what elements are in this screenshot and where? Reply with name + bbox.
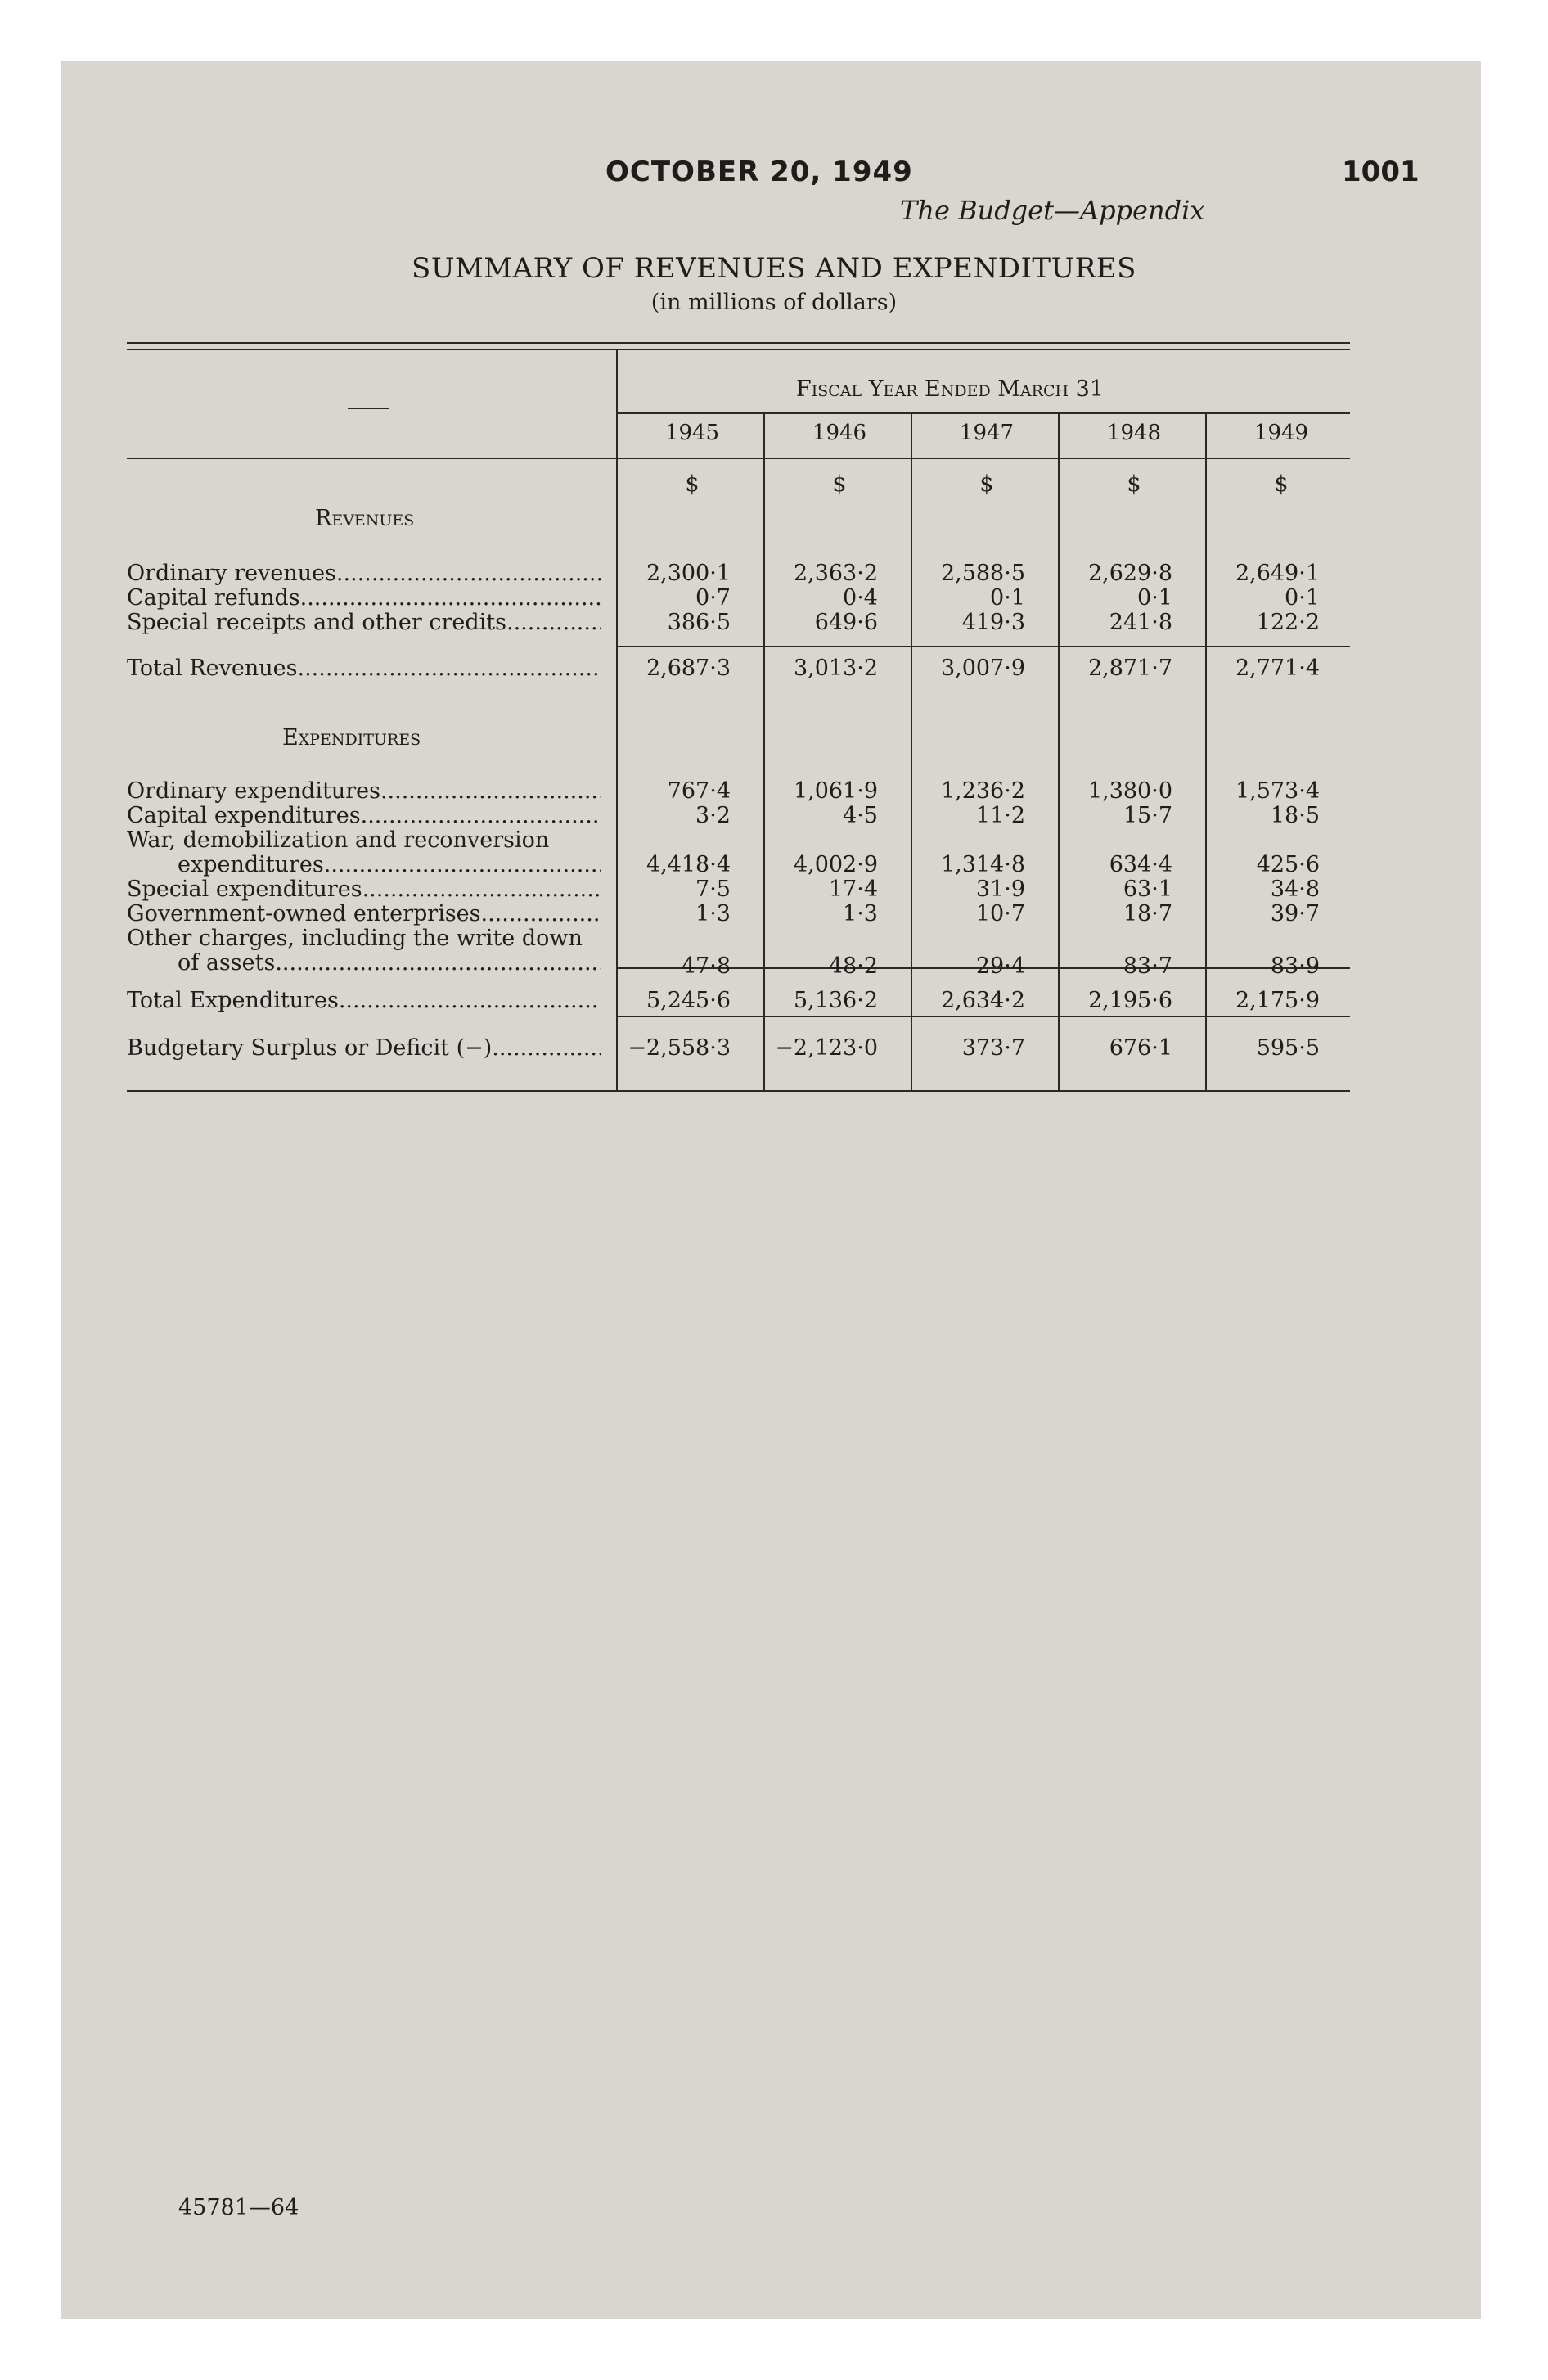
table-cell: 1,314·8 [940, 852, 1025, 877]
year-header: 1946 [812, 421, 867, 445]
row-label: expenditures ..... [178, 853, 601, 877]
table-cell: 2,195·6 [1087, 988, 1172, 1013]
table-cell: 2,687·3 [646, 656, 731, 681]
row-label: Capital expenditures ..... [127, 804, 601, 828]
table-cell: 18·7 [1123, 901, 1172, 926]
table-cell: 0·1 [990, 585, 1025, 611]
table-cell: 15·7 [1123, 803, 1172, 828]
table-cell: 4·5 [843, 803, 878, 828]
unit-label: $ [1274, 471, 1289, 497]
year-header: 1948 [1106, 421, 1162, 445]
table-cell: 2,363·2 [793, 561, 878, 586]
page-number: 1001 [1342, 156, 1420, 188]
row-label: Special expenditures ..... [127, 877, 601, 902]
unit-label: $ [685, 471, 700, 497]
table-cell: 676·1 [1109, 1035, 1172, 1061]
footer-code: 45781—64 [178, 2195, 299, 2220]
header-date: OCTOBER 20, 1949 [605, 156, 913, 188]
top-rule [127, 342, 1350, 344]
year-header: 1947 [959, 421, 1015, 445]
total-rule [616, 1016, 1350, 1017]
column-divider [616, 350, 618, 1090]
table-cell: 2,771·4 [1235, 656, 1320, 681]
year-header: 1949 [1253, 421, 1309, 445]
unit-label: $ [1127, 471, 1141, 497]
table-cell: 47·8 [681, 953, 731, 979]
table-cell: 649·6 [814, 610, 878, 635]
table-cell: 425·6 [1256, 852, 1320, 877]
table-cell: 595·5 [1256, 1035, 1320, 1061]
table-cell: 2,588·5 [940, 561, 1025, 586]
table-cell: 34·8 [1270, 877, 1320, 902]
section-heading-expenditures: Expenditures [282, 725, 421, 751]
table-cell: 241·8 [1109, 610, 1172, 635]
table-cell: 634·4 [1109, 852, 1172, 877]
table-cell: 2,634·2 [940, 988, 1025, 1013]
table-cell: 11·2 [975, 803, 1025, 828]
table-cell: 0·7 [695, 585, 731, 611]
table-cell: 63·1 [1123, 877, 1172, 902]
section-heading-revenues: Revenues [315, 506, 415, 531]
table-cell: 10·7 [975, 901, 1025, 926]
row-label: Other charges, including the write down [127, 926, 583, 951]
table-cell: 1·3 [843, 901, 878, 926]
table-cell: 1,061·9 [793, 778, 878, 804]
table-cell: 18·5 [1270, 803, 1320, 828]
table-cell: 1,236·2 [940, 778, 1025, 804]
row-label: Ordinary revenues ..... [127, 561, 601, 586]
table-cell: −2,558·3 [628, 1035, 731, 1061]
table-cell: 419·3 [961, 610, 1025, 635]
table-cell: 767·4 [667, 778, 731, 804]
table-cell: 373·7 [961, 1035, 1025, 1061]
table-cell: 1·3 [695, 901, 731, 926]
row-label: Ordinary expenditures ..... [127, 779, 601, 804]
table-cell: 0·1 [1285, 585, 1320, 611]
table-cell: 4,418·4 [646, 852, 731, 877]
subtotal-rule-revenues [616, 646, 1350, 647]
table-cell: 1,573·4 [1235, 778, 1320, 804]
table-cell: 5,136·2 [793, 988, 878, 1013]
table-cell: 29·4 [975, 953, 1025, 979]
table-cell: 1,380·0 [1087, 778, 1172, 804]
table-cell: 4,002·9 [793, 852, 878, 877]
table-cell: 386·5 [667, 610, 731, 635]
unit-label: $ [979, 471, 994, 497]
table-cell: 2,871·7 [1087, 656, 1172, 681]
header-subheading: The Budget—Appendix [900, 195, 1205, 226]
row-label: Budgetary Surplus or Deficit (−) ..... [127, 1036, 601, 1061]
row-label: War, demobilization and reconversion [127, 828, 550, 853]
table-cell: 2,649·1 [1235, 561, 1320, 586]
table-cell: 0·1 [1137, 585, 1172, 611]
unit-label: $ [832, 471, 847, 497]
table-cell: 122·2 [1256, 610, 1320, 635]
row-label: Special receipts and other credits ..... [127, 611, 601, 635]
table-cell: −2,123·0 [775, 1035, 878, 1061]
summary-table [127, 342, 1350, 1099]
top-rule-double [127, 349, 1350, 350]
row-label: Government-owned enterprises ..... [127, 902, 601, 926]
table-title: SUMMARY OF REVENUES AND EXPENDITURES [412, 252, 1136, 285]
row-label: Total Revenues ..... [127, 656, 601, 681]
group-rule [616, 412, 1350, 414]
stub-dash [348, 408, 389, 409]
table-cell: 2,629·8 [1087, 561, 1172, 586]
table-subtitle: (in millions of dollars) [650, 290, 898, 315]
header-rule [127, 458, 1350, 459]
table-cell: 17·4 [828, 877, 878, 902]
table-cell: 2,175·9 [1235, 988, 1320, 1013]
table-cell: 5,245·6 [646, 988, 731, 1013]
row-label: Total Expenditures ..... [127, 989, 601, 1013]
table-cell: 39·7 [1270, 901, 1320, 926]
column-group-header: Fiscal Year Ended March 31 [796, 376, 1104, 402]
year-header: 1945 [664, 421, 720, 445]
table-cell: 2,300·1 [646, 561, 731, 586]
table-cell: 48·2 [828, 953, 878, 979]
row-label: of assets ..... [178, 951, 601, 976]
table-cell: 3·2 [695, 803, 731, 828]
table-cell: 0·4 [843, 585, 878, 611]
row-label: Capital refunds ..... [127, 586, 601, 611]
table-cell: 83·9 [1270, 953, 1320, 979]
table-cell: 31·9 [975, 877, 1025, 902]
table-cell: 3,007·9 [940, 656, 1025, 681]
table-cell: 7·5 [695, 877, 731, 902]
bottom-rule [127, 1090, 1350, 1092]
table-cell: 83·7 [1123, 953, 1172, 979]
table-cell: 3,013·2 [793, 656, 878, 681]
